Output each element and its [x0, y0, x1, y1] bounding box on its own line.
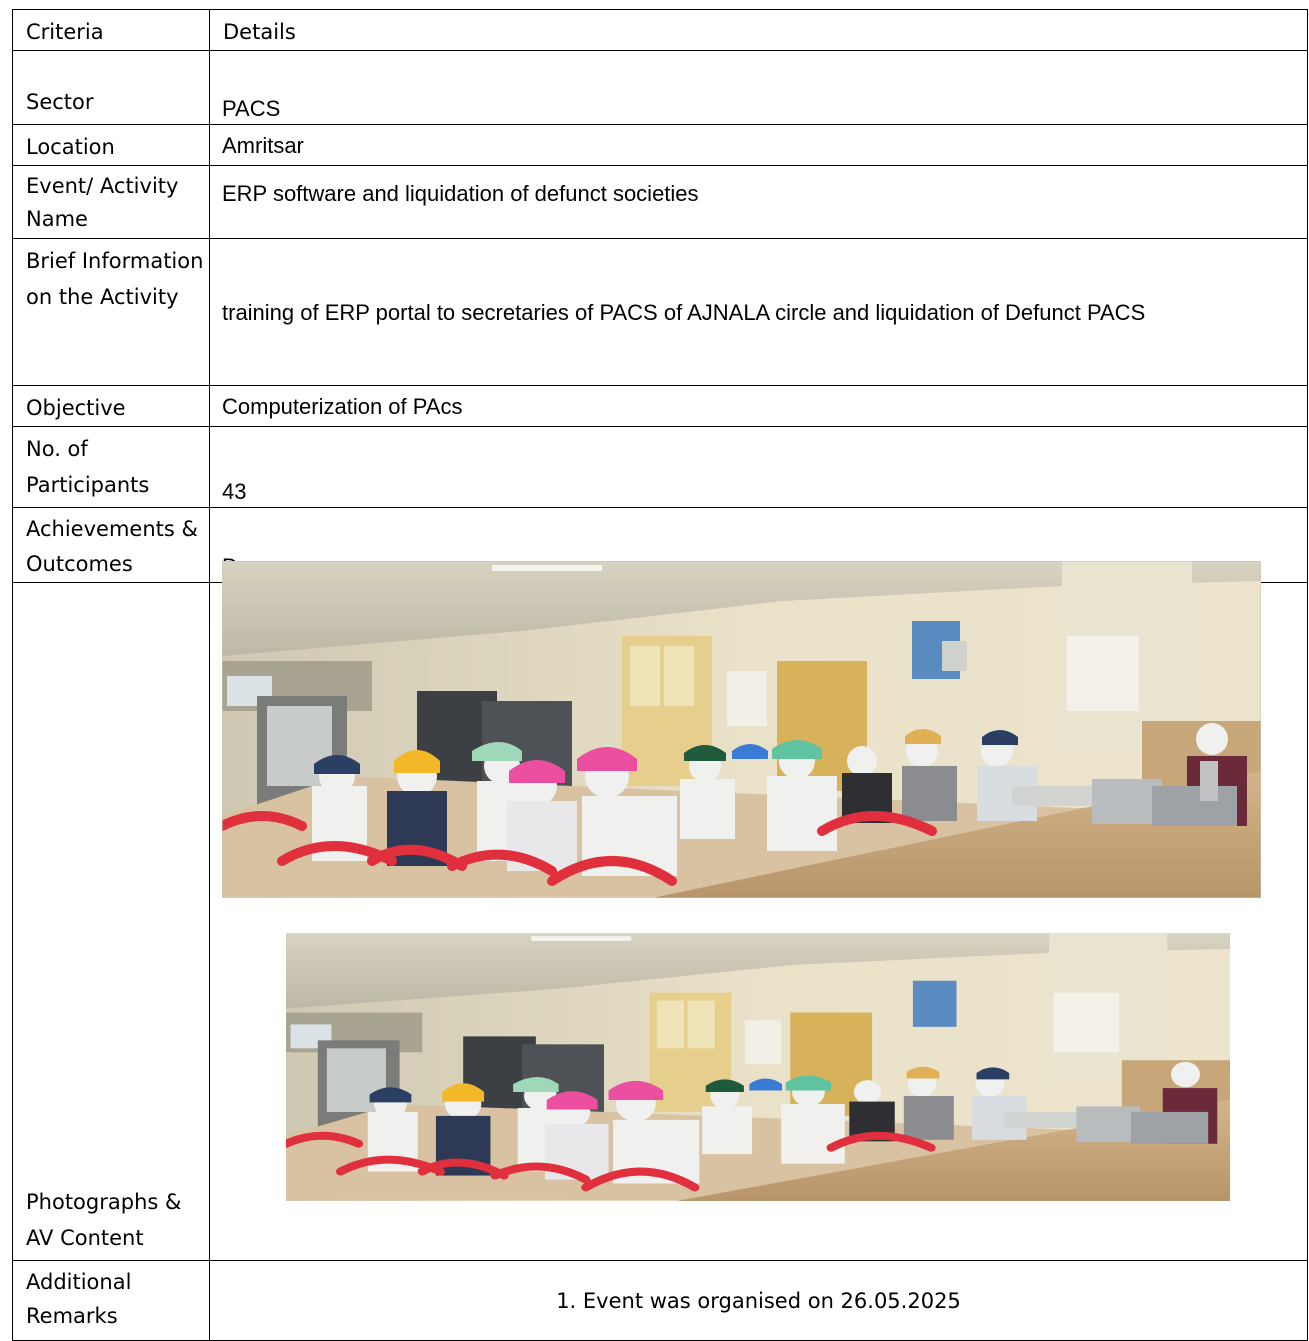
row-sector: [13, 51, 1308, 125]
row-brief: [13, 239, 1308, 386]
label-participants: No. of Participants: [13, 427, 210, 508]
value-objective: Computerization of PAcs: [210, 386, 1308, 427]
row-objective: [13, 386, 1308, 427]
label-objective: Objective: [13, 386, 210, 427]
header-details: Details: [210, 10, 1308, 51]
row-remarks: [13, 1261, 1308, 1341]
label-event: Event/ Activity Name: [13, 166, 210, 239]
value-sector: PACS: [210, 51, 1308, 125]
value-location: Amritsar: [210, 125, 1308, 166]
row-location: [13, 125, 1308, 166]
value-participants: 43: [210, 427, 1308, 508]
row-participants: [13, 427, 1308, 508]
training-photo-2-image: [286, 933, 1230, 1201]
training-photo-1-image: [222, 561, 1261, 898]
label-location: Location: [13, 125, 210, 166]
label-photos: Photographs & AV Content: [13, 583, 210, 1261]
label-remarks: Additional Remarks: [13, 1261, 210, 1341]
training-photo-1: [222, 561, 1261, 898]
label-achievements: Achievements & Outcomes: [13, 508, 210, 583]
label-sector: Sector: [13, 51, 210, 125]
header-row: [13, 10, 1308, 51]
row-event: [13, 166, 1308, 239]
training-photo-2: [286, 933, 1230, 1201]
header-criteria: Criteria: [13, 10, 210, 51]
label-brief: Brief Information on the Activity: [13, 239, 210, 386]
value-event: ERP software and liquidation of defunct societies: [210, 166, 1308, 239]
value-brief: training of ERP portal to secretaries of PACS of AJNALA circle and liquidation of Defunct PACS: [210, 239, 1308, 386]
value-remarks: 1. Event was organised on 26.05.2025: [210, 1261, 1308, 1341]
